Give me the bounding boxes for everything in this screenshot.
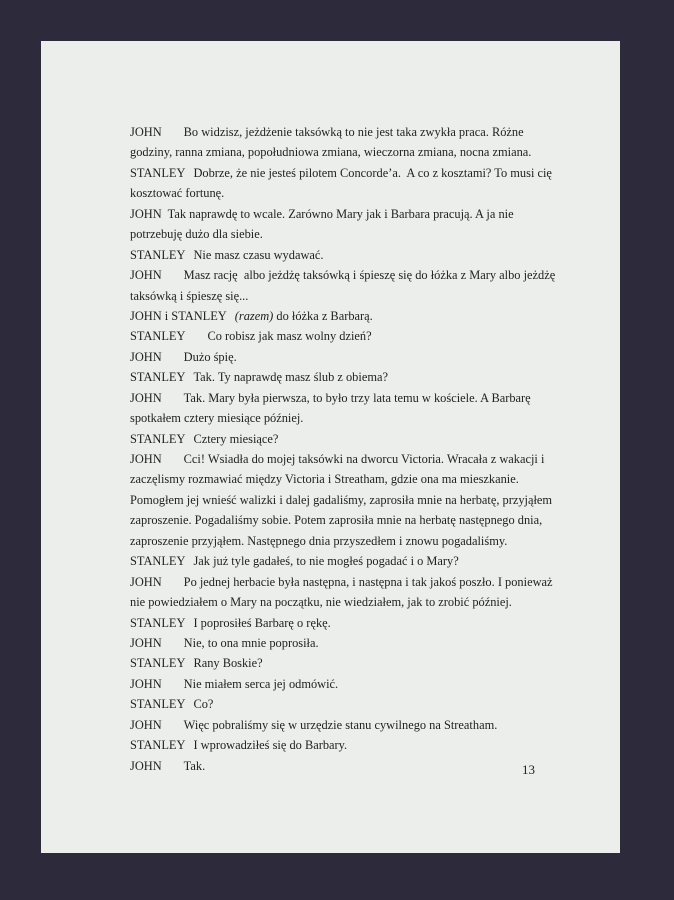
script-line bbox=[130, 183, 550, 203]
speaker-name: JOHN bbox=[130, 452, 162, 466]
dialogue-text: zaczęlismy rozmawiać między Victoria i Streatham, gdzie ona ma mieszkanie. bbox=[130, 472, 519, 487]
dialogue-text: Cztery miesiące? bbox=[193, 431, 279, 446]
speaker-name: JOHN bbox=[130, 390, 162, 405]
dialogue-text: spotkałem cztery miesiące później. bbox=[130, 411, 304, 426]
dialogue-text: Nie, to ona mnie poprosiła. bbox=[183, 635, 319, 650]
dialogue-text: Masz rację albo jeżdżę taksówką i śpieszę się do łóżka z Mary albo jeżdżę bbox=[183, 268, 556, 283]
speaker-name: JOHN bbox=[130, 206, 162, 221]
dialogue-text: Rany Boskie? bbox=[193, 656, 263, 671]
dialogue-text: do łóżka z Barbarą. bbox=[273, 308, 373, 323]
speaker-name: STANLEY bbox=[130, 165, 186, 180]
dialogue-text: potrzebuję dużo dla siebie. bbox=[130, 227, 263, 242]
script-line bbox=[130, 592, 550, 612]
stage-direction: (razem) bbox=[234, 308, 274, 323]
script-line bbox=[130, 142, 550, 162]
dialogue-text: I poprosiłeś Barbarę o rękę. bbox=[193, 615, 331, 630]
script-line bbox=[130, 224, 550, 244]
dialogue-text: Co? bbox=[193, 697, 214, 712]
speaker-name: JOHN bbox=[130, 717, 162, 732]
speaker-name: JOHN bbox=[130, 574, 162, 589]
dialogue-text: Więc pobraliśmy się w urzędzie stanu cywilnego na Streatham. bbox=[183, 717, 498, 732]
dialogue-text: Dobrze, że nie jesteś pilotem Concorde’a. A co z kosztami? To musi cię bbox=[193, 165, 552, 180]
dialogue-text: Jak już tyle gadałeś, to nie mogłeś pogadać i o Mary? bbox=[193, 554, 459, 569]
document-page bbox=[41, 41, 620, 853]
script-line bbox=[130, 306, 550, 326]
script-line bbox=[130, 122, 550, 142]
script-line bbox=[130, 265, 556, 285]
speaker-name: JOHN i STANLEY bbox=[130, 308, 227, 323]
dialogue-text: Tak. bbox=[183, 758, 206, 773]
speaker-name: STANLEY bbox=[130, 656, 186, 671]
dialogue-text: Po jednej herbacie była następna, i następna i tak jakoś poszło. I ponieważ bbox=[183, 574, 553, 589]
script-line bbox=[130, 613, 550, 633]
dialogue-text: Co robisz jak masz wolny dzień? bbox=[207, 329, 372, 344]
dialogue-text: kosztować fortunę. bbox=[130, 186, 225, 201]
dialogue-text: nie powiedziałem o Mary na początku, nie wiedziałem, jak to zrobić później. bbox=[130, 595, 512, 610]
speaker-name: JOHN bbox=[130, 125, 162, 139]
dialogue-text: Tak. Ty naprawdę masz ślub z obiema? bbox=[193, 370, 388, 385]
speaker-name: JOHN bbox=[130, 349, 162, 364]
script-body bbox=[130, 122, 556, 776]
dialogue-text: Pomogłem jej wnieść walizki i dalej gadaliśmy, zaprosiła mnie na herbatę, przyjąłem bbox=[130, 492, 553, 507]
script-line bbox=[130, 286, 550, 306]
dialogue-text: Tak. Mary była pierwsza, to było trzy lata temu w kościele. A Barbarę bbox=[183, 390, 531, 405]
speaker-name: STANLEY bbox=[130, 738, 186, 753]
script-line bbox=[130, 326, 550, 346]
script-line bbox=[130, 756, 550, 776]
dialogue-text: Cci! Wsiadła do mojej taksówki na dworcu Victoria. Wracała z wakacji i bbox=[183, 452, 545, 466]
dialogue-text: Tak naprawdę to wcale. Zarówno Mary jak i Barbara pracują. A ja nie bbox=[167, 206, 514, 221]
speaker-name: JOHN bbox=[130, 635, 162, 650]
script-line bbox=[130, 653, 550, 673]
script-line bbox=[130, 510, 550, 530]
dialogue-text: I wprowadziłeś się do Barbary. bbox=[193, 738, 348, 753]
script-line bbox=[130, 633, 550, 653]
script-line bbox=[130, 245, 550, 265]
script-line bbox=[130, 715, 550, 735]
script-line bbox=[130, 429, 550, 449]
speaker-name: STANLEY bbox=[130, 554, 186, 569]
dialogue-text: zaproszenie. Pogadaliśmy sobie. Potem zaprosiła mnie na herbatę następnego dnia, bbox=[130, 513, 543, 528]
speaker-name: JOHN bbox=[130, 676, 162, 691]
script-line bbox=[130, 204, 550, 224]
speaker-name: STANLEY bbox=[130, 247, 186, 262]
speaker-name: STANLEY bbox=[130, 615, 186, 630]
script-line bbox=[130, 449, 550, 469]
dialogue-text: Nie masz czasu wydawać. bbox=[193, 247, 324, 262]
script-line bbox=[130, 408, 550, 428]
speaker-name: JOHN bbox=[130, 268, 162, 283]
script-line bbox=[130, 388, 550, 408]
dialogue-text: zaproszenie przyjąłem. Następnego dnia przyszedłem i znowu pogadaliśmy. bbox=[130, 533, 508, 548]
speaker-name: JOHN bbox=[130, 758, 162, 773]
dialogue-text: Dużo śpię. bbox=[183, 349, 237, 364]
dialogue-text: godziny, ranna zmiana, popołudniowa zmiana, wieczorna zmiana, nocna zmiana. bbox=[130, 145, 532, 160]
dialogue-text: Bo widzisz, jeżdżenie taksówką to nie jest taka zwykła praca. Różne bbox=[183, 125, 524, 139]
script-line bbox=[130, 551, 550, 571]
script-line bbox=[130, 163, 550, 183]
page-number: 13 bbox=[522, 762, 535, 777]
script-line bbox=[130, 572, 553, 592]
speaker-name: STANLEY bbox=[130, 697, 186, 712]
speaker-name: STANLEY bbox=[130, 431, 186, 446]
script-line bbox=[130, 490, 553, 510]
script-line bbox=[130, 347, 550, 367]
script-line bbox=[130, 674, 550, 694]
dialogue-text: taksówką i śpieszę się... bbox=[130, 288, 249, 303]
script-line bbox=[130, 694, 550, 714]
speaker-name: STANLEY bbox=[130, 329, 186, 344]
script-line bbox=[130, 367, 550, 387]
script-line bbox=[130, 469, 550, 489]
dialogue-text: Nie miałem serca jej odmówić. bbox=[183, 676, 339, 691]
script-line bbox=[130, 735, 550, 755]
speaker-name: STANLEY bbox=[130, 370, 186, 385]
script-line bbox=[130, 531, 550, 551]
